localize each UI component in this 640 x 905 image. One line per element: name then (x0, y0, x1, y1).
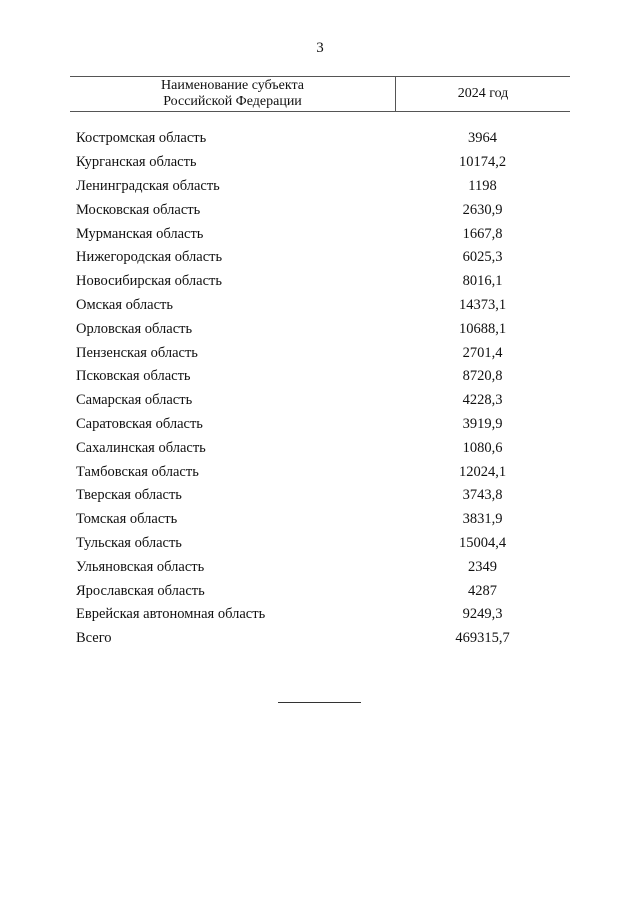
subject-name: Омская область (76, 296, 173, 313)
subject-value: 2701,4 (462, 344, 503, 361)
subject-value: 3743,8 (462, 487, 503, 504)
table-row (70, 222, 570, 246)
subject-value: 12024,1 (458, 463, 507, 480)
subject-name: Самарская область (76, 392, 193, 409)
subject-value: 8720,8 (462, 368, 503, 385)
table-row (70, 317, 570, 341)
table-row (70, 508, 570, 532)
subject-value: 8016,1 (462, 273, 503, 290)
table-row (70, 198, 570, 222)
subject-name: Томская область (76, 511, 178, 528)
subject-value: 6025,3 (462, 249, 503, 266)
table-row (70, 294, 570, 318)
subject-value: 15004,4 (458, 534, 507, 551)
header-subject-line2: Российской Федерации (163, 94, 302, 109)
subject-name: Саратовская область (76, 415, 203, 432)
subject-name: Костромская область (76, 130, 207, 147)
subject-name: Новосибирская область (76, 273, 222, 290)
subject-value: 3964 (468, 130, 497, 147)
subject-name: Еврейская автономная область (76, 606, 266, 623)
table-row (70, 603, 570, 627)
page-number: 3 (316, 40, 324, 56)
table-header (70, 76, 570, 112)
table-row (70, 270, 570, 294)
subject-value: 2349 (468, 558, 497, 575)
subject-value: 469315,7 (455, 630, 510, 647)
table-row (70, 436, 570, 460)
subject-value: 4287 (468, 582, 497, 599)
header-subject-line1: Наименование субъекта (161, 78, 304, 93)
subject-value: 10688,1 (458, 320, 507, 337)
subject-name: Тульская область (76, 534, 182, 551)
header-year-column: 2024 год (457, 86, 509, 101)
subject-name: Мурманская область (76, 225, 204, 242)
subject-name: Ярославская область (76, 582, 205, 599)
subject-value: 4228,3 (462, 392, 503, 409)
header-subject-column (70, 77, 396, 111)
subject-value: 10174,2 (458, 154, 507, 171)
subject-value: 3831,9 (462, 511, 503, 528)
table-row (70, 532, 570, 556)
subject-name: Ленинградская область (76, 177, 220, 194)
subject-value: 14373,1 (458, 296, 507, 313)
table-row (70, 365, 570, 389)
subject-value: 3919,9 (462, 415, 503, 432)
table-row (70, 175, 570, 199)
subject-name: Московская область (76, 201, 201, 218)
table-body (70, 127, 570, 651)
subject-value: 2630,9 (462, 201, 503, 218)
subject-name: Псковская область (76, 368, 191, 385)
table-row (70, 484, 570, 508)
subject-value: 1080,6 (462, 439, 503, 456)
subject-name: Орловская область (76, 320, 193, 337)
table-row (70, 246, 570, 270)
table-row (70, 389, 570, 413)
table-row (70, 413, 570, 437)
subject-name: Тверская область (76, 487, 182, 504)
subject-name: Всего (76, 630, 112, 647)
end-of-document-line (278, 702, 361, 703)
subject-name: Ульяновская область (76, 558, 205, 575)
table-row (70, 341, 570, 365)
table-row (70, 579, 570, 603)
subject-name: Нижегородская область (76, 249, 223, 266)
subject-name: Пензенская область (76, 344, 198, 361)
subject-value: 9249,3 (462, 606, 503, 623)
table-row (70, 127, 570, 151)
subject-name: Тамбовская область (76, 463, 199, 480)
table-row (70, 151, 570, 175)
subject-value: 1198 (468, 177, 497, 194)
subject-name: Курганская область (76, 154, 197, 171)
table-row (70, 627, 570, 651)
subject-value: 1667,8 (462, 225, 503, 242)
subject-name: Сахалинская область (76, 439, 206, 456)
table-row (70, 460, 570, 484)
table-row (70, 555, 570, 579)
